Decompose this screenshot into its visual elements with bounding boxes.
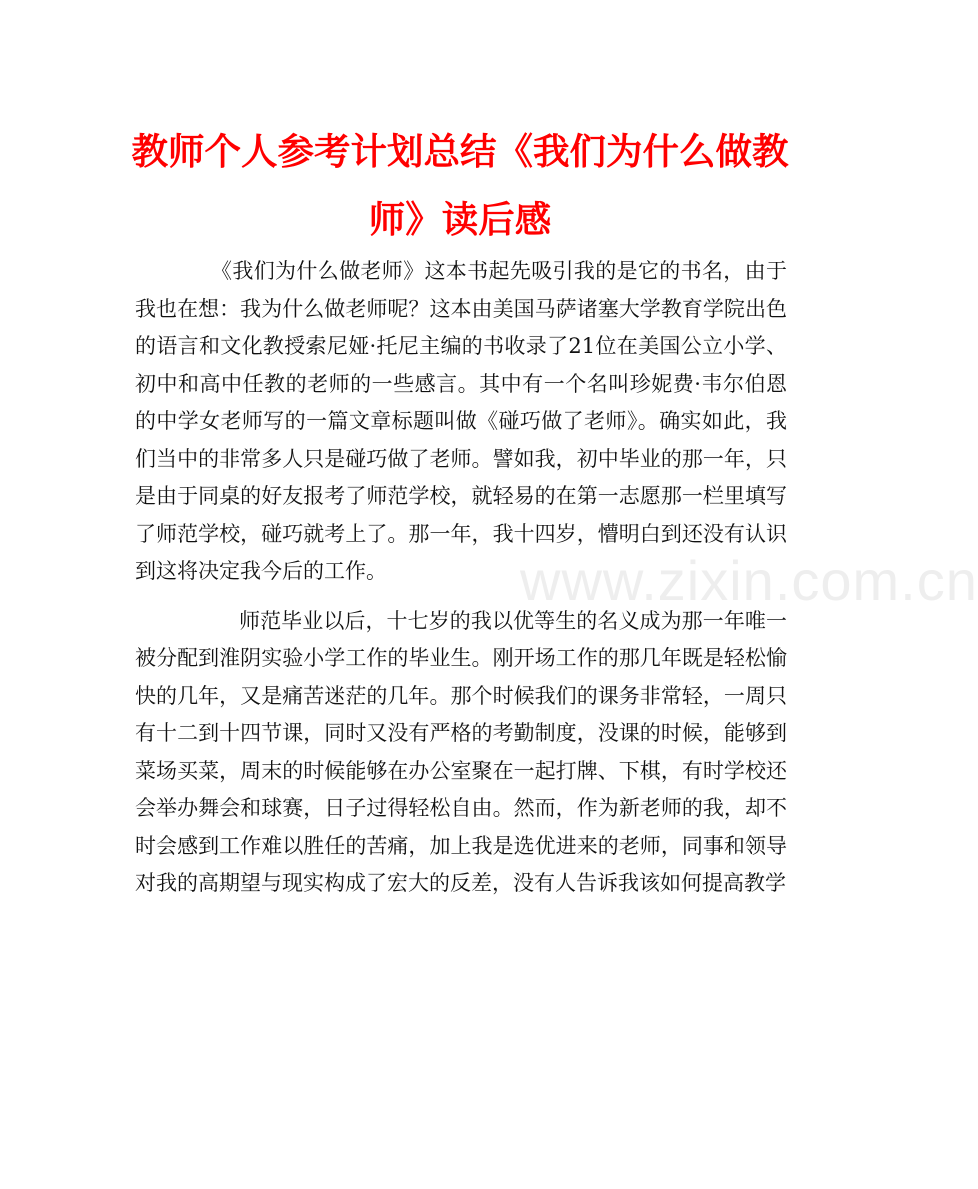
paragraph-2: 师范毕业以后，十七岁的我以优等生的名义成为那一年唯一被分配到淮阴实验小学工作的毕业生。刚开场工作的那几年既是轻松愉快的几年，又是痛苦迷茫的几年。那个时候我们的课务非常轻，一周只有十二到十四节课，同时又没有严格的考勤制度，没课的时候，能够到菜场买菜，周末的时候能够在办公室聚在一起打牌、下棋，有时学校还会举办舞会和球赛，日子过得轻松自由。然而，作为新老师的我，却不时会感到工作难以胜任的苦痛，加上我是选优进来的老师，同事和领导对我的高期望与现实构成了宏大的反差，没有人告诉我该如何提高教学 [135,608,787,895]
paragraph-1: 《我们为什么做老师》这本书起先吸引我的是它的书名，由于我也在想：我为什么做老师呢？这本由美国马萨诸塞大学教育学院出色的语言和文化教授索尼娅·托尼主编的书收录了21位在美国公立小学、初中和高中任教的老师的一些感言。其中有一个名叫珍妮费·韦尔伯恩的中学女老师写的一篇文章标题叫做《碰巧做了老师》。确实如此，我们当中的非常多人只是碰巧做了老师。譬如我，初中毕业的那一年，只是由于同桌的好友报考了师范学校，就轻易的在第一志愿那一栏里填写了师范学校，碰巧就考上了。那一年，我十四岁，懵明白到还没有认识到这将决定我今后的工作。 [135,259,787,583]
document-title: 教师个人参考计划总结《我们为什么做教师》读后感 [131,130,789,241]
watermark: www.zixin.com.cn [520,549,978,612]
document-body [135,253,787,903]
